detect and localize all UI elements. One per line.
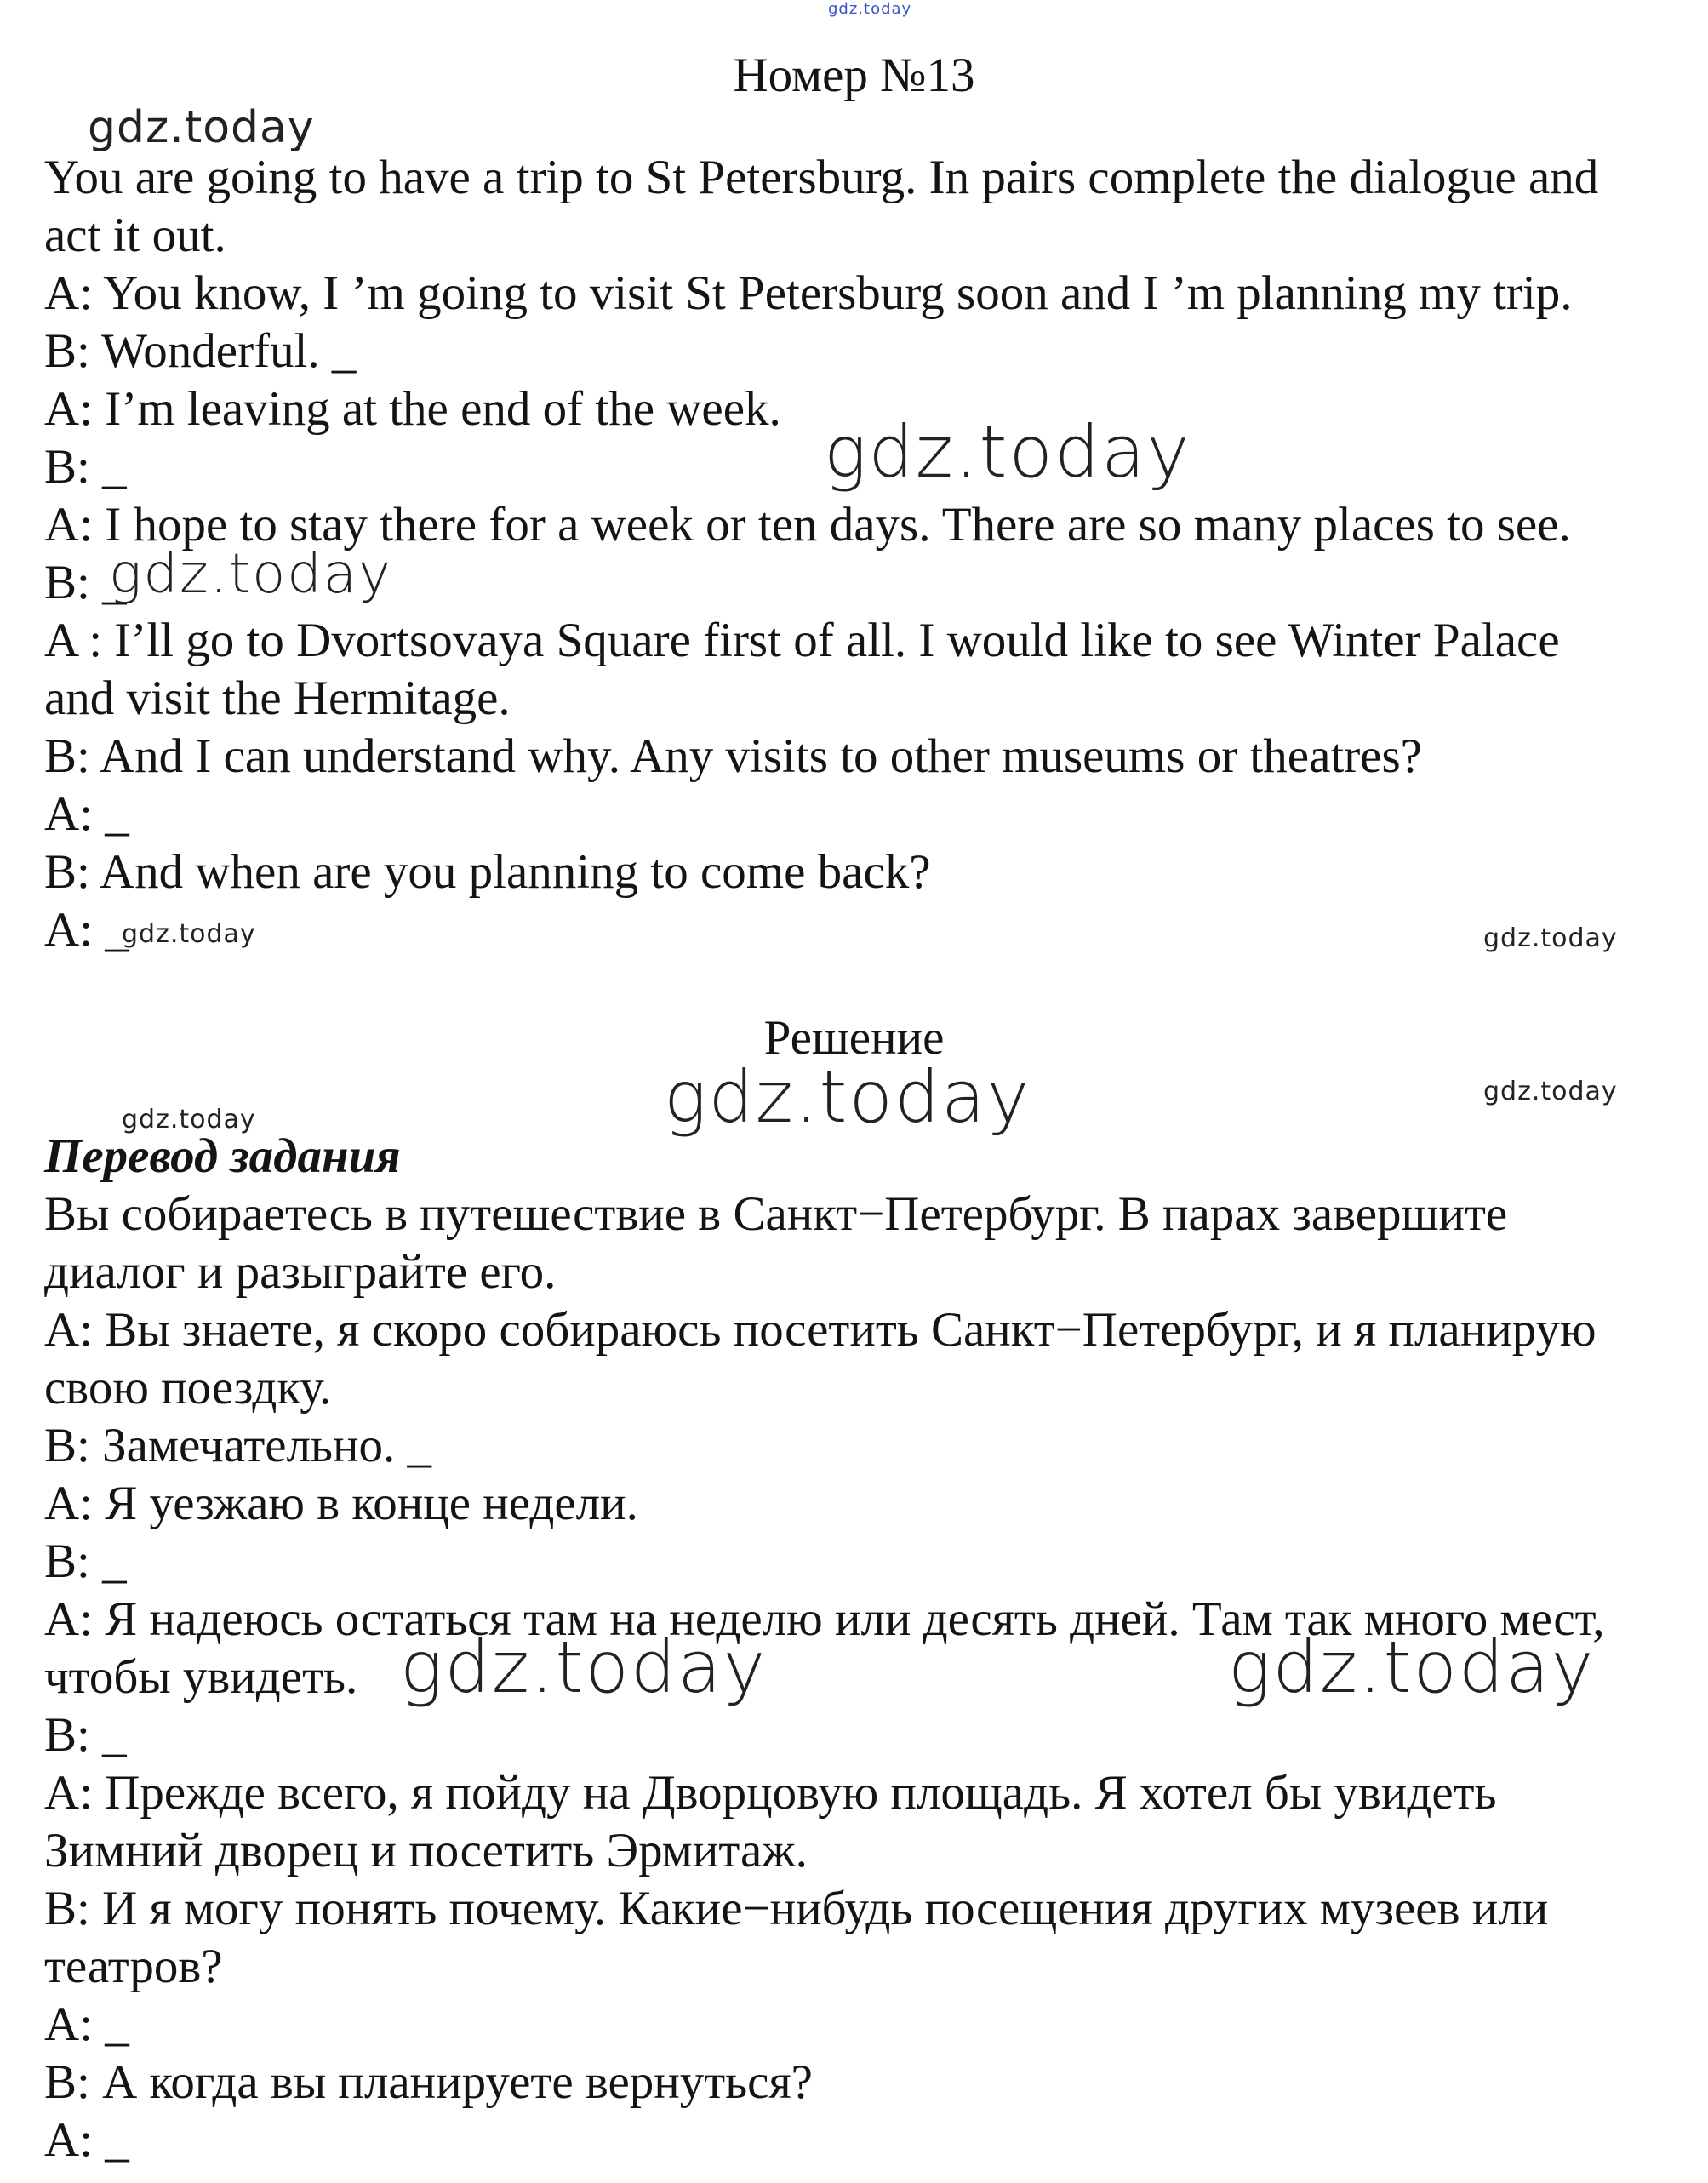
watermark: gdz.today [1483,1077,1618,1106]
translation-line: А: _ [44,2113,129,2167]
translation-line: свою поездку. [44,1361,332,1414]
watermark: gdz.today [828,0,912,18]
task-line: A: I hope to stay there for a week or ten days. There are so many places to see. [44,498,1571,551]
translation-line: театров? [44,1940,223,1993]
task-line: and visit the Hermitage. [44,671,511,725]
watermark: gdz.today [1483,923,1618,953]
task-line: A: You know, I ’m going to visit St Petersburg soon and I ’m planning my trip. [44,266,1573,320]
translation-line: Зимний дворец и посетить Эрмитаж. [44,1824,808,1877]
watermark: gdz.today [1228,1626,1596,1709]
translation-heading: Перевод задания [44,1129,401,1183]
translation-line: В: _ [44,1534,127,1588]
watermark: gdz.today [122,919,256,949]
translation-line: А: _ [44,1997,129,2051]
watermark: gdz.today [400,1626,768,1709]
task-line: B: And I can understand why. Any visits to other museums or theatres? [44,729,1422,783]
task-line: act it out. [44,209,226,262]
task-line: B: And when are you planning to come back? [44,845,931,899]
solution-title: Решение [763,1011,945,1065]
translation-line: В: А когда вы планируете вернуться? [44,2055,813,2109]
watermark: gdz.today [88,102,315,153]
translation-line: чтобы увидеть. [44,1650,358,1704]
translation-line: А: Вы знаете, я скоро собираюсь посетить Санкт−Петербург, и я планирую [44,1303,1597,1357]
translation-line: диалог и разыграйте его. [44,1245,557,1299]
translation-line: В: И я могу понять почему. Какие−нибудь посещения других музеев или [44,1882,1549,1935]
task-line: B: Wonderful. _ [44,324,357,378]
page-title: Номер №13 [733,49,975,102]
watermark: gdz.today [122,1105,256,1134]
watermark: gdz.today [664,1055,1031,1139]
task-line: A: I’m leaving at the end of the week. [44,382,781,436]
translation-line: В: _ [44,1708,127,1762]
translation-line: Вы собираетесь в путешествие в Санкт−Петербург. В парах завершите [44,1187,1508,1241]
task-line: A: _ [44,787,129,841]
translation-line: А: Прежде всего, я пойду на Дворцовую площадь. Я хотел бы увидеть [44,1766,1497,1820]
task-line: B: _ [44,440,127,494]
translation-line: А: Я надеюсь остаться там на неделю или десять дней. Там так много мест, [44,1592,1605,1646]
watermark: gdz.today [109,543,392,606]
watermark: gdz.today [824,410,1191,494]
task-line: A: _ [44,903,129,957]
task-line: B: _ [44,556,127,609]
translation-line: В: Замечательно. _ [44,1419,432,1472]
task-line: A : I’ll go to Dvortsovaya Square first of all. I would like to see Winter Palace [44,614,1560,667]
task-line: You are going to have a trip to St Petersburg. In pairs complete the dialogue and [44,151,1599,204]
translation-line: А: Я уезжаю в конце недели. [44,1477,638,1530]
